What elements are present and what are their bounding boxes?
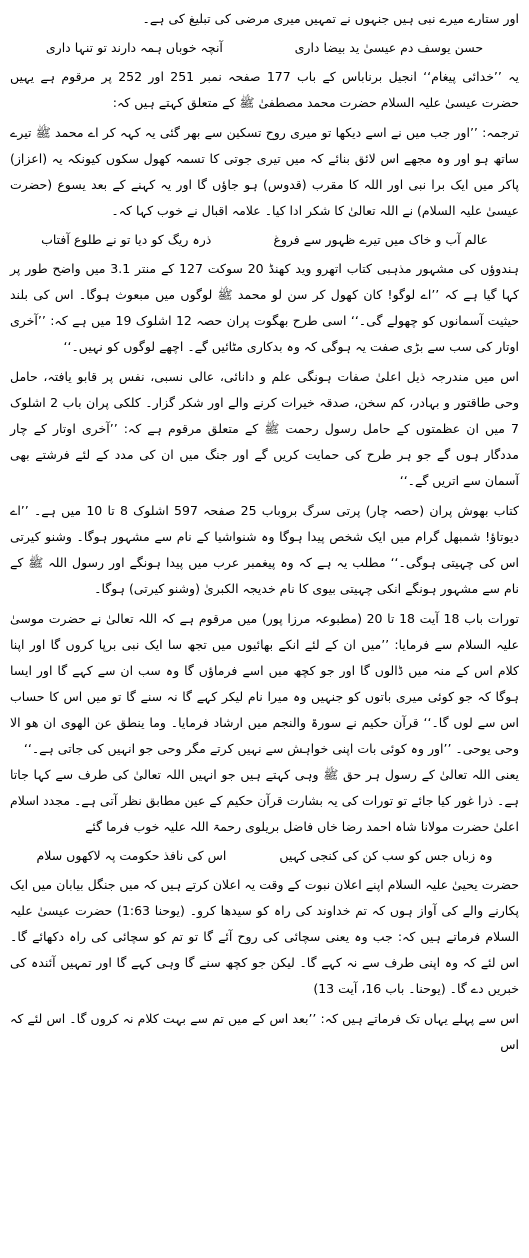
paragraph-bhavishya-puran: کتاب بھوش پران (حصہ چار) پرتی سرگ بروباب 25 صفحہ 597 اشلوک 8 تا 10 میں ہے۔ ’’اے دیوتاؤ! شمبھل گرام میں ایک شخص پیدا ہوگا وہ شنواشیا کے نام سے مشہور ہوگا۔ وشنو کیرتی اس کی چہیتی ہوگی۔‘‘ مطلب یہ ہے کہ وہ پیغمبر عرب میں پیدا ہونگے اور رسول اللہ ﷺ کے نام سے مشہور ہونگے انکی چہیتی بیوی کا نام خدیجہ الکبریٰ (وشنو کیرتی) ہوگا۔ — [10, 503, 520, 596]
couplet-3-first-hemistich: وہ زباں جس کو سب کن کی کنجی کہیں — [279, 848, 493, 863]
paragraph-yahya: حضرت یحییٰ علیہ السلام اپنے اعلان نبوت کے وقت یہ اعلان کرتے ہیں کہ میں جنگل بیابان میں ایک پکارنے والے کی آواز ہوں کہ تم خداوند کی راہ کو سیدھا کرو۔ (یوحنا 1:63) حضرت عیسیٰ علیہ السلام فرماتے ہیں کہ: جب وہ یعنی سچائی کی روح آئے گا تو تم کو سچائی کی راہ دکھائے گا۔ اس لئے کہ وہ اپنی طرف سے نہ کہے گا۔ لیکن جو کچھ سنے گا وہی کہے گا اور تمہیں آئندہ کی خبریں دے گا۔ (یوحنا۔ باب 16، آیت 13) — [10, 877, 519, 996]
couplet-1 — [10, 35, 519, 61]
paragraph-kalki-puran: اس میں مندرجہ ذیل اعلیٰ صفات ہونگی علم و دانائی، عالی نسبی، نفس پر قابو یافتہ، حامل وحی طاقتور و بہادر، کم سخن، صدقہ خیرات کرنے والے اور شکر گزار۔ کلکی پران باب 2 اشلوک 7 میں ان عظمتوں کے حامل رسول رحمت ﷺ کے متعلق مرقوم ہے کہ: ’’آخری اوتار کے چار مددگار ہوں گے جو ہر طرح کی حمایت کریں گے اور جنگ میں ان کی مدد کے لئے فرشتے بھی آسمان سے اتریں گے۔‘‘ — [10, 369, 519, 488]
couplet-2 — [10, 227, 519, 253]
paragraph-closing: اس سے پہلے یہاں تک فرماتے ہیں کہ: ’’بعد اس کے میں تم سے بہت کلام نہ کروں گا۔ اس لئے کہ اس — [10, 1011, 519, 1052]
couplet-2-second-hemistich: ذرہ ریگ کو دیا تو نے طلوع آفتاب — [41, 232, 212, 247]
paragraph-barnabas: یہ ’’خدائی پیغام‘‘ انجیل برناباس کے باب 177 صفحہ نمبر 251 اور 252 پر مرقوم ہے یہیں حضرت عیسیٰ علیہ السلام حضرت محمد مصطفیٰ ﷺ کے متعلق کہتے ہیں کہ: — [10, 69, 519, 110]
paragraph-commentary: یعنی اللہ تعالیٰ کے رسول ہر حق ﷺ وہی کہتے ہیں جو انہیں اللہ تعالیٰ کی طرف سے کہا جاتا ہے۔ ذرا غور کیا جائے تو تورات کی یہ بشارت قرآن حکیم کے عین مطابق نظر آتی ہے۔ مجدد اسلام اعلیٰ حضرت مولانا شاہ احمد رضا خاں فاضل بریلوی رحمۃ اللہ علیہ خوب فرما گئے — [10, 767, 519, 834]
couplet-1-first-hemistich: حسن یوسف دم عیسیٰ ید بیضا داری — [294, 40, 484, 55]
couplet-3-second-hemistich: اس کی نافذ حکومت پہ لاکھوں سلام — [36, 848, 227, 863]
paragraph-translation: ترجمہ: ’’اور جب میں نے اسے دیکھا تو میری روح تسکین سے بھر گئی یہ کہہ کر اے محمد ﷺ تیرے ساتھ ہو اور وہ مجھے اس لائق بنائے کہ میں تیری جوتی کا تسمہ کھول سکوں کیونکہ یہ (اعزاز) پاکر میں ایک برا نبی اور اللہ کا مقرب (قدوس) ہو جاؤں گا اور یہ کہنے کے بعد یسوع (حضرت عیسیٰ علیہ السلام) نے اللہ تعالیٰ کا شکر ادا کیا۔ علامہ اقبال نے خوب کہا کہ۔ — [10, 125, 519, 218]
paragraph-intro-line: اور ستارے میرے نبی ہیں جنہوں نے تمہیں میری مرضی کی تبلیغ کی ہے۔ — [142, 11, 519, 26]
paragraph-atharva-veda: ہندوؤں کی مشہور مذہبی کتاب اتھرو وید کھنڈ 20 سوکت 127 کے منتر 3.1 میں واضح طور پر کہا گیا ہے کہ ’’اے لوگو! کان کھول کر سن لو محمد ﷺ لوگوں میں مبعوث ہوگا۔ اس کی بلند حیثیت آسمانوں کو چھولے گی۔‘‘ اسی طرح بھگوت پران حصہ 12 اشلوک 19 میں ہے کہ: ’’آخری اوتار کی سب سے بڑی صفت یہ ہوگی کہ وہ بدکاری مٹائیں گے۔ اچھے لوگوں کو نہیں۔‘‘ — [10, 261, 519, 354]
couplet-3 — [10, 843, 519, 869]
couplet-2-first-hemistich: عالم آب و خاک میں تیرے ظہور سے فروغ — [273, 232, 488, 247]
paragraph-torah: تورات باب 18 آیت 18 تا 20 (مطبوعہ مرزا پور) میں مرقوم ہے کہ اللہ تعالیٰ نے حضرت موسیٰ علیہ السلام سے فرمایا: ’’میں ان کے لئے انکے بھائیوں میں تجھ سا ایک نبی برپا کروں گا اور اپنا کلام اس کے منہ میں ڈالوں گا اور جو کچھ میں اسے فرماؤں گا وہ سب ان سے کہے گا اور ایسا ہوگا کہ جو کوئی میری باتوں کو جنہیں وہ میرا نام لیکر کہے گا نہ سنے گا تو میں اس کا حساب اس سے لوں گا۔‘‘ قرآن حکیم نے سورۃ والنجم میں ارشاد فرمایا۔ وما ینطق عن الھوی ان ھو الا وحی یوحی۔ ’’اور وہ کوئی بات اپنی خواہش سے نہیں کرتے مگر وحی جو انہیں کی جاتی ہے۔‘‘ — [10, 611, 520, 756]
couplet-1-second-hemistich: آنچہ خوباں ہمہ دارند تو تنہا داری — [45, 40, 223, 55]
